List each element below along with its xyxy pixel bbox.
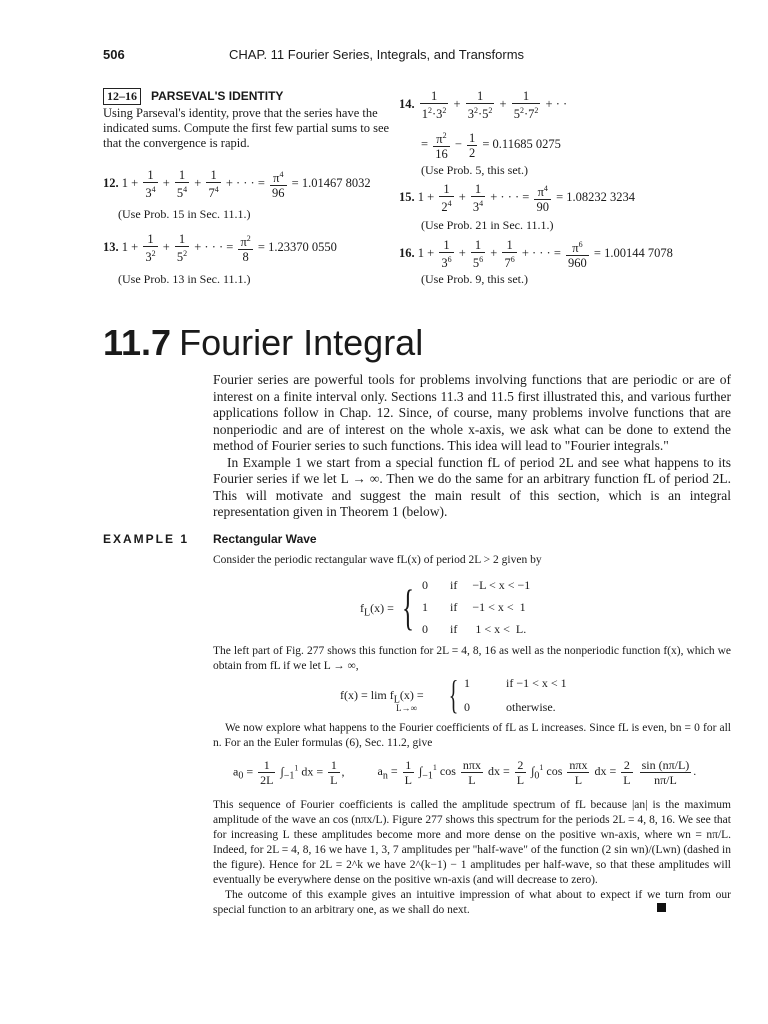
example-paragraph-4: The outcome of this example gives an intuitive impression of what about to expect if we turn from our special function to an arbitrary one, as we shall do next. (213, 889, 731, 916)
problem-13: 13. 1 + $\frac{1}{3^2}$ + $\frac{1}{5^2}$ + · · · = $\frac{\pi^2}{8}$ = 1.23370 0550 (103, 232, 337, 265)
problem-16-label: 16. (399, 245, 415, 260)
end-of-example-mark (657, 903, 666, 912)
problem-set-title: PARSEVAL'S IDENTITY (151, 89, 284, 103)
problem-15-value: = 1.08232 3234 (556, 189, 636, 204)
example-label: EXAMPLE 1 (103, 532, 190, 546)
piecewise-definition (360, 578, 600, 638)
piecewise-case-1: 0 if −L < x < −1 (422, 578, 531, 592)
page-header (103, 47, 728, 67)
piecewise-case-2: 1 if −1 < x < 1 (422, 600, 526, 614)
example-paragraph-3: This sequence of Fourier coefficients is called the amplitude spectrum of fL because |an| is the maximum amplitude of the wave an cos (nπx/L). Figure 277 shows this spectrum for the periods 2L = 4, 8, 16. We see that for increasing L these amplitudes become more and more dense on the positive wn-axis, where wn = nπ/L. Indeed, for 2L = 4, 8, 16 we have 1, 3, 7 amplitudes per "half-wave" of the function (2 sin wn)/(Lwn) (dashed in the figure). Hence for 2L = 2^k we have 2^(k−1) − 1 amplitudes per half-wave, so that these amplitudes will eventually be everywhere dense on the positive wn-axis (and will decrease to zero). The outcome of this example gives an intuitive impression of what about to expect if we turn from our special function to an arbitrary one, as we shall do next. (213, 799, 731, 916)
problem-set-heading (103, 87, 283, 105)
page-number: 506 (103, 47, 125, 62)
problem-13-note: (Use Prob. 13 in Sec. 11.1.) (118, 272, 251, 286)
problem-12-value: = 1.01467 8032 (291, 175, 371, 190)
problem-12: 12. 1 + $\frac{1}{3^4}$ + $\frac{1}{5^4}$ + $\frac{1}{7^4}$ + · · · = $\frac{\pi^4}{96}$ = 1.01467 8032 (103, 168, 371, 201)
problem-14-note: (Use Prob. 5, this set.) (421, 163, 528, 177)
body-paragraph-2: In Example 1 we start from a special function fL of period 2L and see what happens to its Fourier series if we let L → ∞. Then we do the same for an arbitrary function fL of period 2L. This will motivate and suggest the main result of this section, which is an integral representation given in Theorem 1 (below). (213, 454, 731, 519)
problem-13-label: 13. (103, 239, 119, 254)
problem-15-label: 15. (399, 189, 415, 204)
problem-14-result: = $\frac{\pi^2}{16}$ − $\frac{1}{2}$ = 0.11685 0275 (421, 130, 561, 162)
problem-15-note: (Use Prob. 21 in Sec. 11.1.) (421, 218, 554, 232)
section-number: 11.7 (103, 322, 172, 363)
problem-13-value: = 1.23370 0550 (257, 239, 337, 254)
running-title: CHAP. 11 Fourier Series, Integrals, and Transforms (229, 47, 525, 62)
problem-14-label: 14. (399, 96, 415, 111)
limit-case-2: 0 otherwise. (464, 700, 556, 714)
coefficient-formulas: $a_0$ = $\frac{1}{2L}$ $\int_{-1}^1$ dx = $\frac{1}{L}$ , $a_n$ = $\frac{1}{L}$ $\int_{-1}^1$ cos $\frac{\text{nπx}}{L}$ dx = $\frac{2}{L}$ $\int_0^1$ cos $\frac{\text{nπx}}{L}$ dx = $\frac{2}{L}$ $\frac{\sin (n\pi/L)}{n\pi/L}$ . (233, 758, 697, 787)
example-intro: Consider the periodic rectangular wave fL(x) of period 2L > 2 given by (213, 554, 542, 566)
problem-14-value: = 0.11685 0275 (482, 136, 561, 151)
problem-12-label: 12. (103, 175, 119, 190)
section-body (213, 372, 731, 521)
limit-definition: $f(x) = \lim f_L(x)$ = L→∞ { 1 if −1 < x < 1 0 otherwise. (340, 672, 567, 717)
problem-16-note: (Use Prob. 9, this set.) (421, 272, 528, 286)
problem-16-value: = 1.00144 7078 (593, 245, 673, 260)
limit-case-1: 1 if −1 < x < 1 (464, 676, 567, 690)
example-title: Rectangular Wave (213, 532, 317, 546)
problem-15: 15. 1 + $\frac{1}{2^4}$ + $\frac{1}{3^4}$ + · · · = $\frac{\pi^4}{90}$ = 1.08232 3234 (399, 182, 636, 215)
body-paragraph-1: Fourier series are powerful tools for problems involving functions that are periodic or are of interest on a finite interval only. Sections 11.3 and 11.5 first illustrated this, and various further applications follow in Chap. 12. Since, of course, many problems involve functions that are nonperiodic and are of interest on the whole x-axis, we ask what can be done to extend the method of Fourier series to such functions. This idea will lead to "Fourier integrals." (213, 372, 731, 453)
example-paragraph-1: The left part of Fig. 277 shows this function for 2L = 4, 8, 16 as well as the nonperiodic function f(x), which we obtain from fL if we let L → ∞, (213, 645, 731, 672)
problem-range-box: 12–16 (103, 88, 141, 105)
section-title (103, 322, 423, 364)
example-paragraph-2: We now explore what happens to the Fourier coefficients of fL as L increases. Since fL is even, bn = 0 for all n. For an the Euler formulas (6), Sec. 11.2, give (213, 722, 731, 749)
piecewise-lhs: $f_L(x)$ = (360, 601, 394, 619)
piecewise-case-3: 0 if 1 < x < L. (422, 622, 527, 636)
problem-16: 16. 1 + $\frac{1}{3^6}$ + $\frac{1}{5^6}$ + $\frac{1}{7^6}$ + · · · = $\frac{\pi^6}{960}$ = 1.00144 7078 (399, 238, 673, 271)
problem-14: 14. $\frac{1}{1^2\cdot 3^2}$ + $\frac{1}{3^2\cdot 5^2}$ + $\frac{1}{5^2\cdot 7^2}$ + · · (399, 89, 568, 122)
piecewise-brace: { (402, 579, 414, 635)
section-name: Fourier Integral (179, 322, 424, 363)
problem-set-intro: Using Parseval's identity, prove that the series have the indicated sums. Compute the first few partial sums to see that the convergence is rapid. (103, 106, 390, 150)
problem-12-note: (Use Prob. 15 in Sec. 11.1.) (118, 207, 251, 221)
